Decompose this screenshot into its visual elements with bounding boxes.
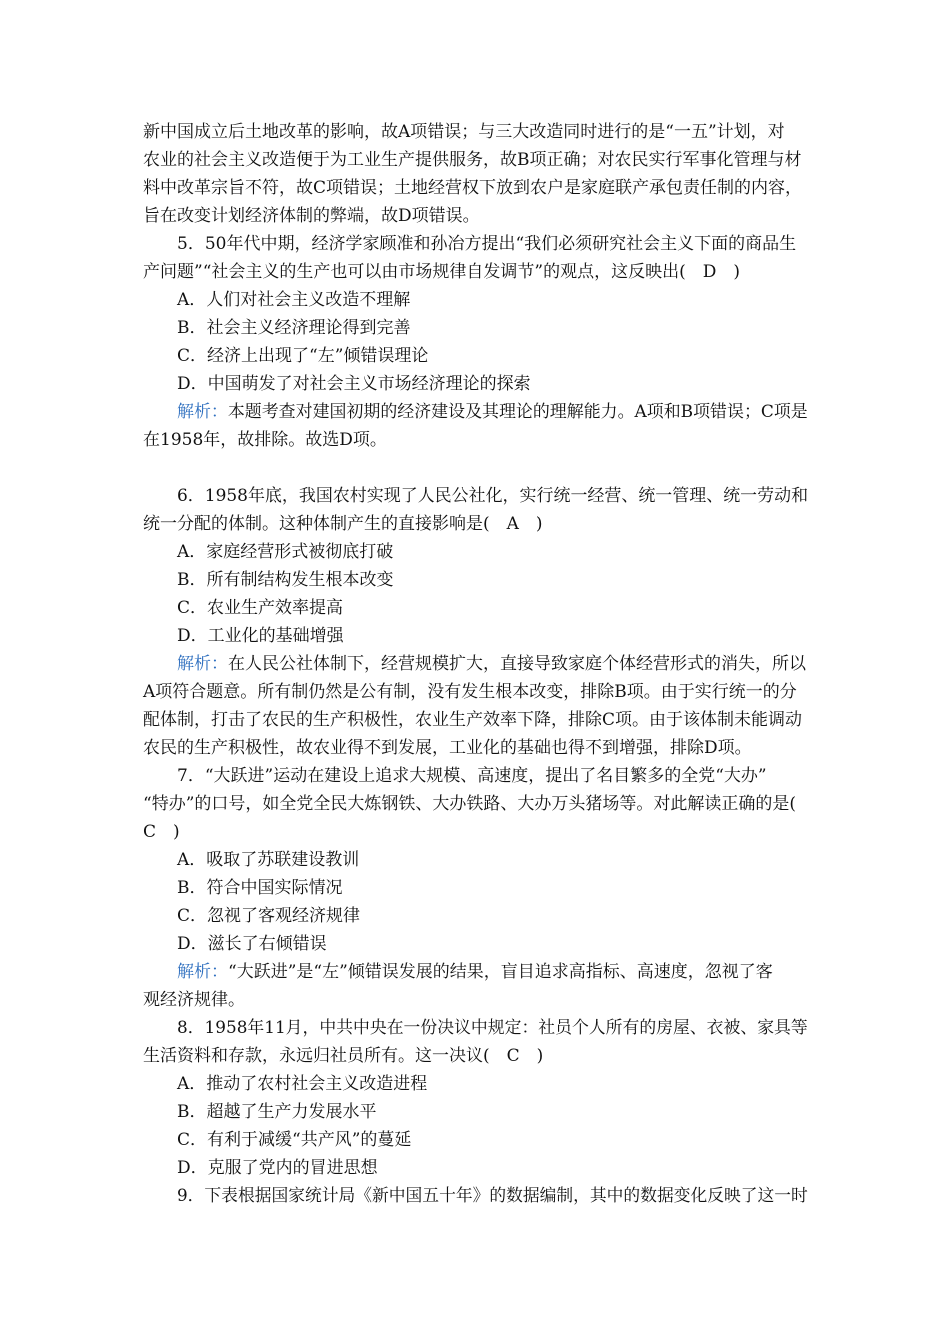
q7-stem: 7．“大跃进”运动在建设上追求大规模、高速度，提出了名目繁多的全党“大办” [177, 766, 767, 786]
q7-stem: C ) [143, 822, 180, 842]
q8-option-b: B．超越了生产力发展水平 [177, 1102, 377, 1122]
intro-line: 农业的社会主义改造便于为工业生产提供服务，故B项正确；对农民实行军事化管理与材 [143, 150, 802, 170]
q5-option-a: A．人们对社会主义改造不理解 [177, 290, 411, 310]
analysis-label: 解析： [177, 654, 228, 674]
q8-option-c: C．有利于减缓“共产风”的蔓延 [177, 1130, 412, 1150]
intro-line: 新中国成立后土地改革的影响，故A项错误；与三大改造同时进行的是“一五”计划，对 [143, 122, 785, 142]
q5-option-c: C．经济上出现了“左”倾错误理论 [177, 346, 429, 366]
q6-analysis [177, 653, 806, 675]
q7-option-b: B．符合中国实际情况 [177, 878, 343, 898]
q6-stem: 6．1958年底，我国农村实现了人民公社化，实行统一经营、统一管理、统一劳动和 [177, 486, 809, 506]
analysis-label: 解析： [177, 962, 228, 982]
q7-option-a: A．吸取了苏联建设教训 [177, 850, 360, 870]
intro-line: 料中改革宗旨不符，故C项错误；土地经营权下放到农户是家庭联产承包责任制的内容， [143, 178, 803, 198]
analysis-text: “大跃进”是“左”倾错误发展的结果，盲目追求高指标、高速度，忽视了客 [228, 962, 773, 982]
analysis-text: 在人民公社体制下，经营规模扩大，直接导致家庭个体经营形式的消失，所以 [228, 654, 806, 674]
q8-option-d: D．克服了党内的冒进思想 [177, 1158, 378, 1178]
q5-stem: 产问题”“社会主义的生产也可以由市场规律自发调节”的观点，这反映出( D ) [143, 262, 740, 282]
q6-option-b: B．所有制结构发生根本改变 [177, 570, 394, 590]
q8-option-a: A．推动了农村社会主义改造进程 [177, 1074, 428, 1094]
q6-analysis: 农民的生产积极性，故农业得不到发展，工业化的基础也得不到增强，排除D项。 [143, 738, 752, 758]
q7-option-c: C．忽视了客观经济规律 [177, 906, 361, 926]
q6-option-c: C．农业生产效率提高 [177, 598, 344, 618]
q7-analysis: 观经济规律。 [143, 990, 245, 1010]
q6-option-a: A．家庭经营形式被彻底打破 [177, 542, 394, 562]
intro-line: 旨在改变计划经济体制的弊端，故D项错误。 [143, 206, 480, 226]
q6-analysis: A项符合题意。所有制仍然是公有制，没有发生根本改变，排除B项。由于实行统一的分 [143, 682, 797, 702]
q5-stem: 5．50年代中期，经济学家顾准和孙冶方提出“我们必须研究社会主义下面的商品生 [177, 234, 797, 254]
q5-analysis [177, 401, 808, 423]
q8-stem: 生活资料和存款，永远归社员所有。这一决议( C ) [143, 1046, 544, 1066]
q6-stem: 统一分配的体制。这种体制产生的直接影响是( A ) [143, 514, 543, 534]
q5-option-b: B．社会主义经济理论得到完善 [177, 318, 411, 338]
analysis-label: 解析： [177, 402, 228, 422]
q5-option-d: D．中国萌发了对社会主义市场经济理论的探索 [177, 374, 531, 394]
q6-option-d: D．工业化的基础增强 [177, 626, 344, 646]
analysis-text: 本题考查对建国初期的经济建设及其理论的理解能力。A项和B项错误；C项是 [227, 402, 808, 422]
q9-stem: 9．下表根据国家统计局《新中国五十年》的数据编制，其中的数据变化反映了这一时 [177, 1186, 808, 1206]
q6-analysis: 配体制，打击了农民的生产积极性，农业生产效率下降，排除C项。由于该体制未能调动 [143, 710, 803, 730]
q7-analysis [177, 961, 773, 983]
q5-analysis: 在1958年，故排除。故选D项。 [143, 430, 387, 450]
q7-option-d: D．滋长了右倾错误 [177, 934, 327, 954]
q8-stem: 8．1958年11月，中共中央在一份决议中规定：社员个人所有的房屋、衣被、家具等 [177, 1018, 808, 1038]
q7-stem: “特办”的口号，如全党全民大炼钢铁、大办铁路、大办万头猪场等。对此解读正确的是( [143, 794, 797, 814]
